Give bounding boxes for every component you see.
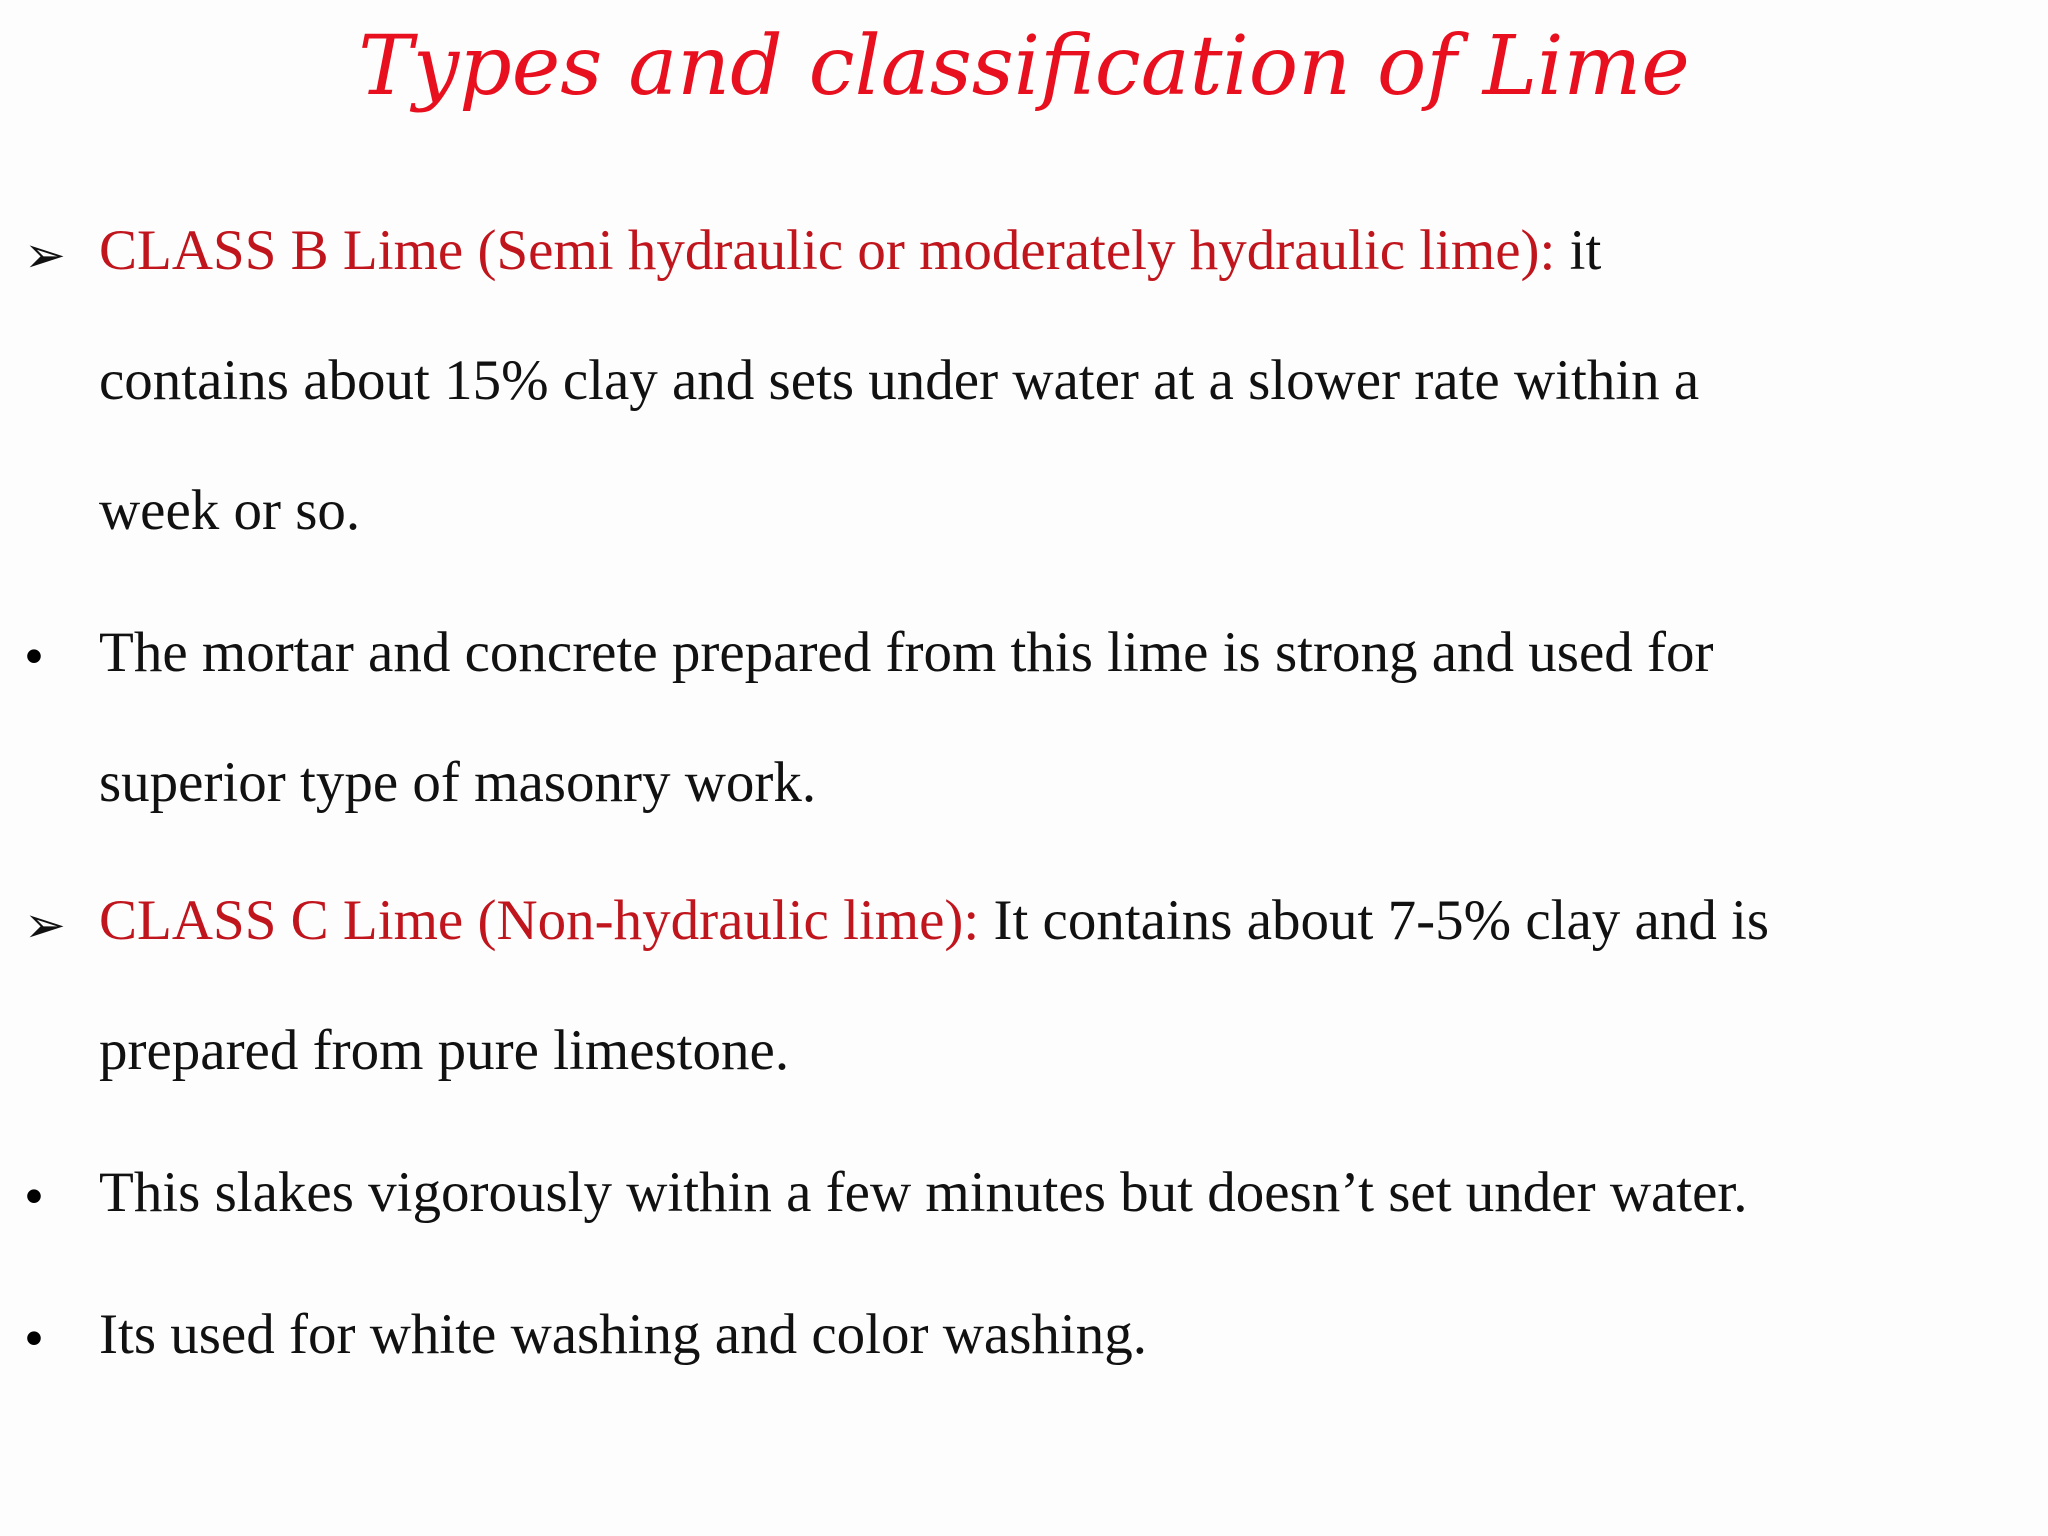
bullet-line: prepared from pure limestone. [99,1019,790,1082]
class-c-heading: CLASS C Lime (Non-hydraulic lime): [99,889,980,952]
bullet-line: superior type of masonry work. [99,751,817,814]
dot-bullet-icon: • [24,1165,44,1228]
bullet-line [99,889,1770,952]
bullet-text: It contains about 7-5% clay and is [979,889,1770,952]
bullet-line: The mortar and concrete prepared from this lime is strong and used for [99,621,1714,684]
arrow-bullet-icon: ➢ [24,897,66,953]
bullet-line: This slakes vigorously within a few minutes but doesn’t set under water. [99,1161,1748,1224]
dot-bullet-icon: • [24,625,44,688]
slide-title: Types and classification of Lime [358,19,1690,114]
bullet-text: it [1555,219,1602,282]
class-b-heading: CLASS B Lime (Semi hydraulic or moderately hydraulic lime): [99,219,1556,282]
arrow-bullet-icon: ➢ [24,227,66,283]
bullet-line [99,219,1602,282]
bullet-line: contains about 15% clay and sets under water at a slower rate within a [99,349,1700,412]
bullet-line: week or so. [99,479,361,542]
dot-bullet-icon: • [24,1307,44,1370]
bullet-line: Its used for white washing and color washing. [99,1303,1147,1366]
